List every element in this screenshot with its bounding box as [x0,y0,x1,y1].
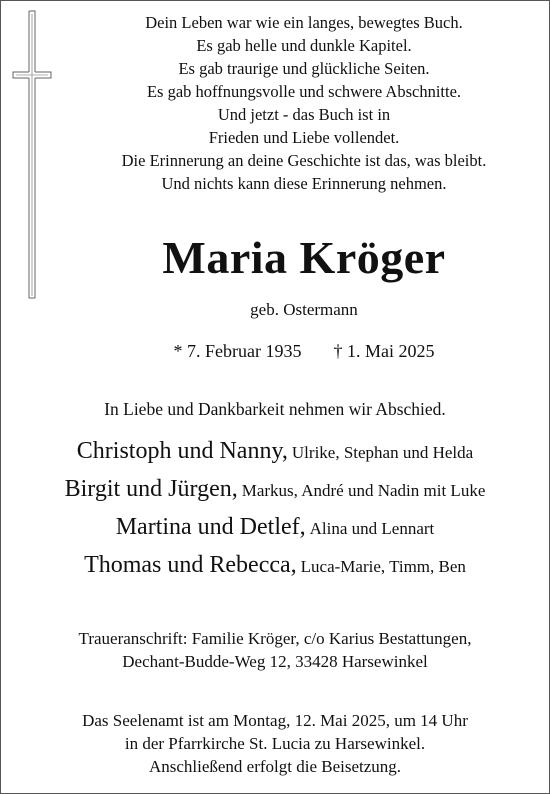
family-row [0,470,550,508]
life-dates [58,339,550,363]
family-parents: Christoph und Nanny, [76,438,288,464]
poem-line: Und jetzt - das Buch ist in [217,105,391,124]
farewell-line: In Liebe und Dankbarkeit nehmen wir Abschied. [104,399,446,419]
poem-line: Frieden und Liebe vollendet. [208,128,400,147]
poem-line: Die Erinnerung an deine Geschichte ist das, was bleibt. [121,151,487,170]
family-children: Luca-Marie, Timm, Ben [300,557,466,576]
family-row [0,432,550,470]
family-children: Markus, André und Nadin mit Luke [241,481,486,500]
family-list [0,432,550,584]
deceased-name: Maria Kröger [162,232,446,283]
family-children: Ulrike, Stephan und Helda [291,443,474,462]
service-line: in der Pfarrkirche St. Lucia zu Harsewinkel. [124,734,426,753]
address-line: Dechant-Budde-Weg 12, 33428 Harsewinkel [122,652,428,671]
service-line: Anschließend erfolgt die Beisetzung. [148,757,402,776]
family-parents: Martina und Detlef, [115,514,306,540]
birth-date: * 7. Februar 1935 [173,341,302,361]
poem-line: Dein Leben war wie ein langes, bewegtes Buch. [145,13,463,32]
birth-name: geb. Ostermann [250,300,358,319]
death-date: † 1. Mai 2025 [333,341,435,361]
family-parents: Birgit und Jürgen, [64,476,238,502]
poem-line: Es gab traurige und glückliche Seiten. [178,59,430,78]
cross-icon [12,10,52,300]
service-line: Das Seelenamt ist am Montag, 12. Mai 2025, um 14 Uhr [82,711,468,730]
family-children: Alina und Lennart [309,519,435,538]
family-parents: Thomas und Rebecca, [84,552,297,578]
poem-line: Und nichts kann diese Erinnerung nehmen. [161,174,447,193]
poem-line: Es gab helle und dunkle Kapitel. [196,36,412,55]
poem-line: Es gab hoffnungsvolle und schwere Abschnitte. [146,82,462,101]
service-info [0,709,550,778]
mourning-address [0,627,550,673]
family-row [0,508,550,546]
poem [58,11,550,195]
address-line: Traueranschrift: Familie Kröger, c/o Karius Bestattungen, [78,629,472,648]
family-row [0,546,550,584]
